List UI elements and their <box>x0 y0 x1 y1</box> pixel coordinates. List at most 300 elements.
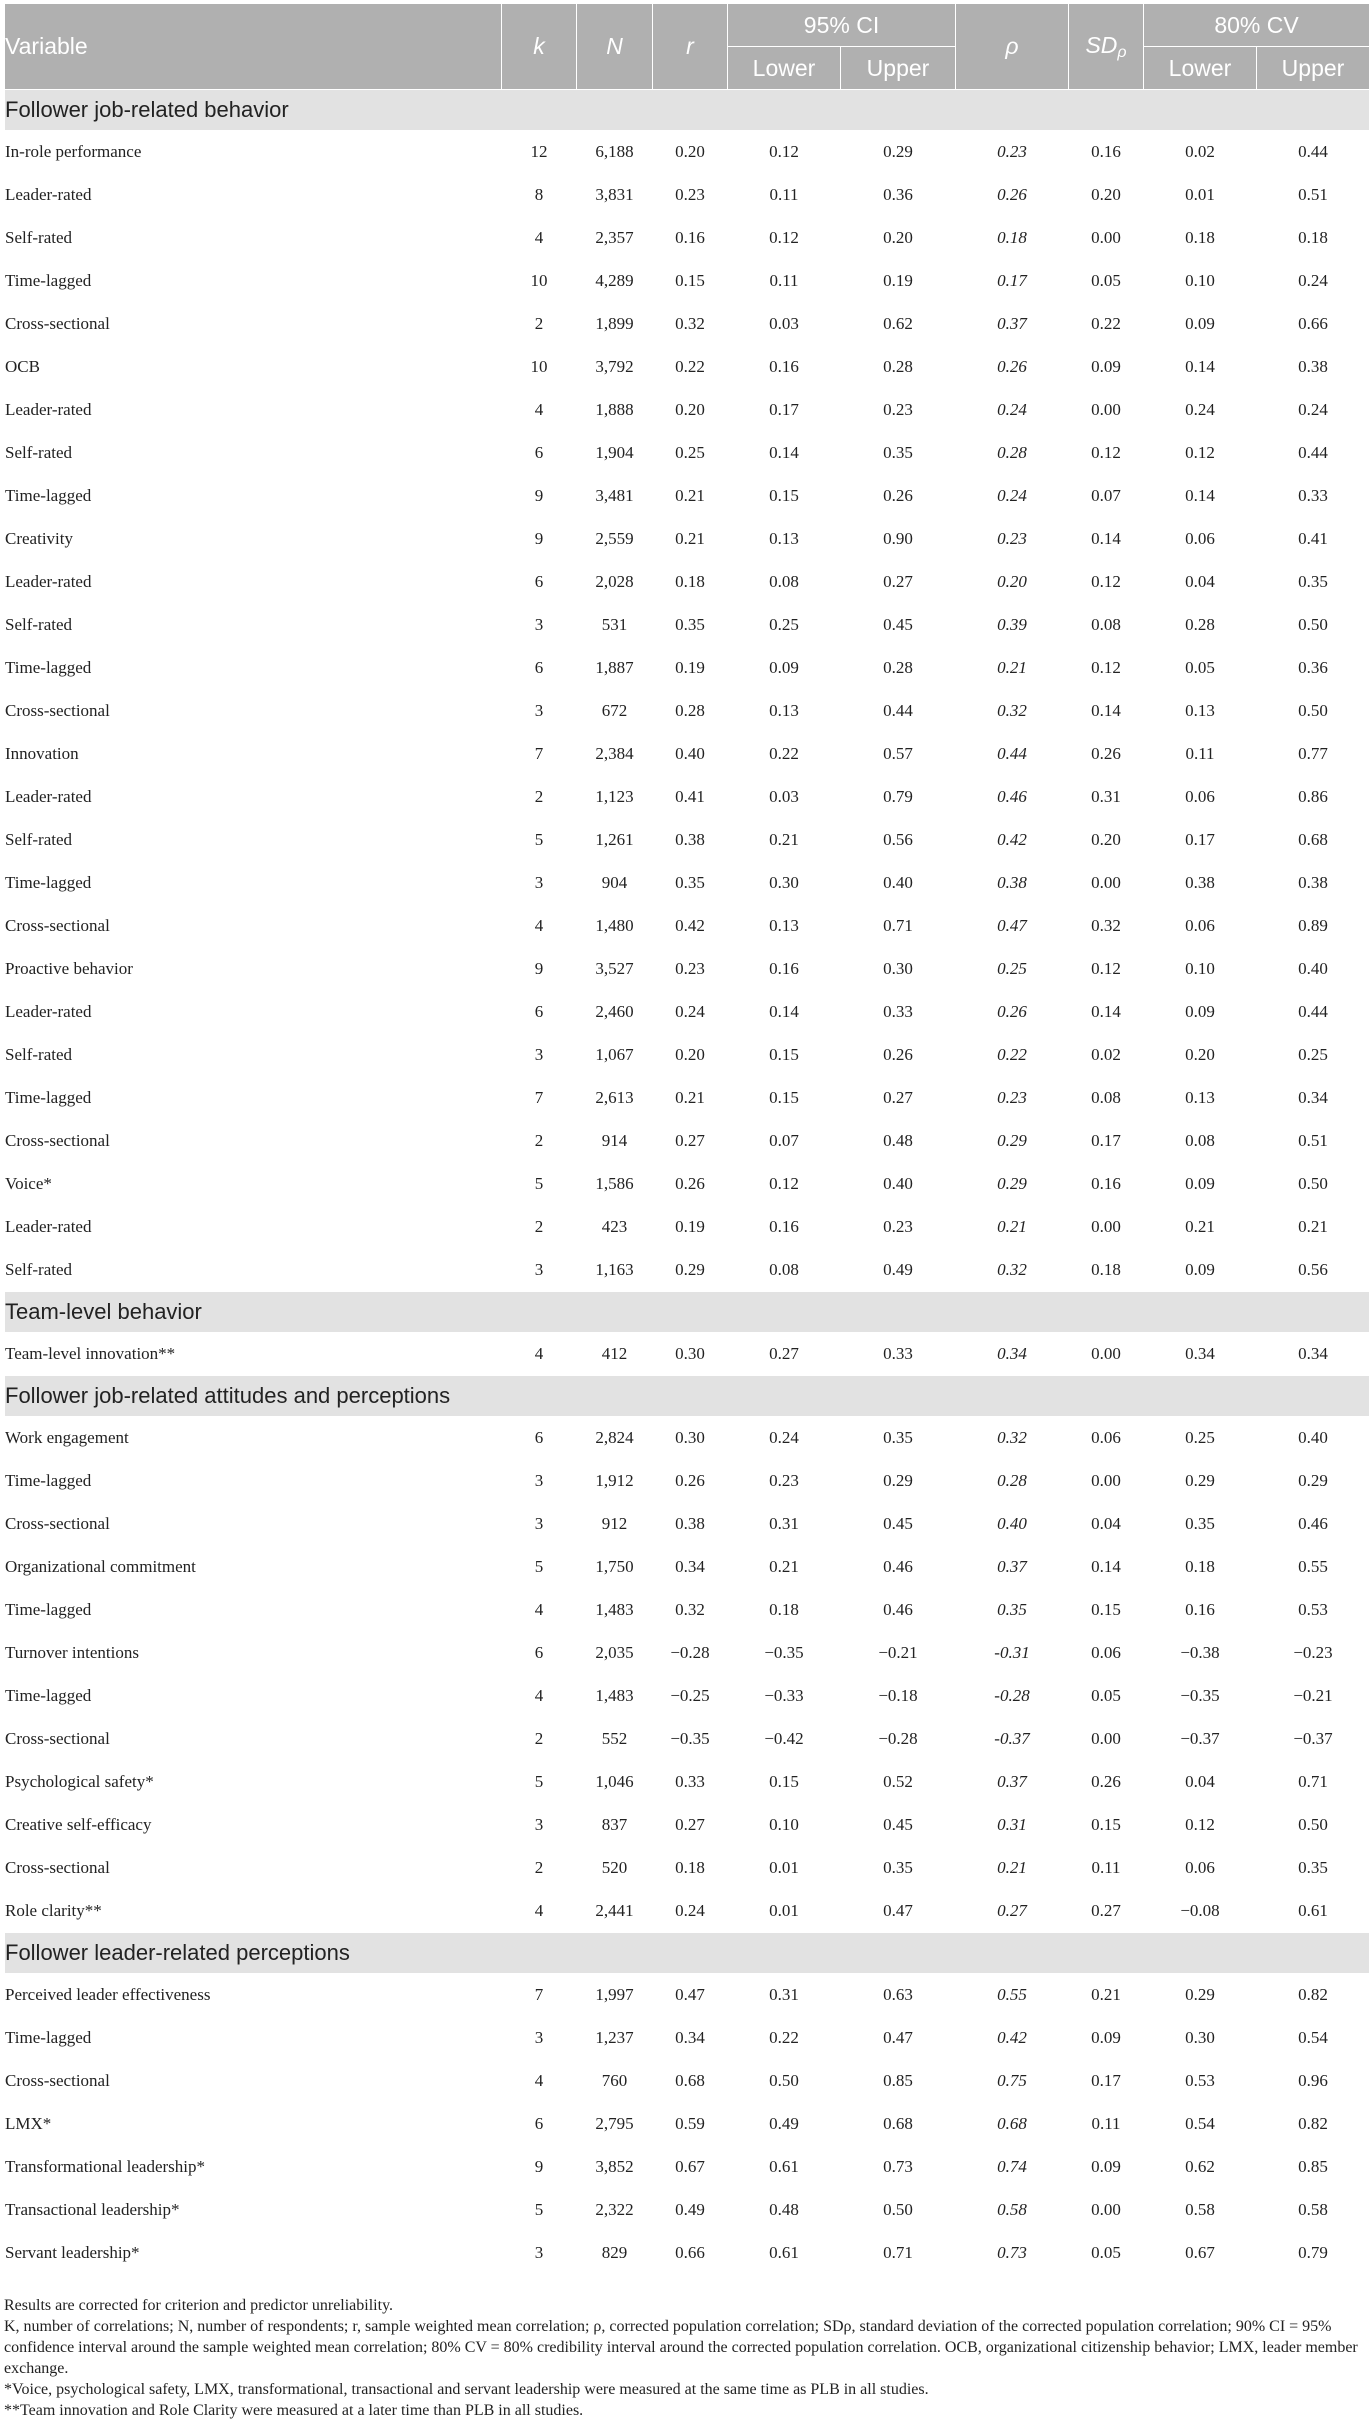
cell-rho: 0.38 <box>956 862 1069 905</box>
cell-sd: 0.11 <box>1069 1847 1144 1890</box>
cell-n: 552 <box>577 1718 653 1761</box>
variable-label: In-role performance <box>5 131 502 174</box>
cell-n: 1,123 <box>577 776 653 819</box>
cell-ci-lo: 0.23 <box>728 1460 841 1503</box>
cell-r: 0.29 <box>653 1249 728 1292</box>
cell-n: 912 <box>577 1503 653 1546</box>
cell-k: 3 <box>502 2232 577 2275</box>
cell-cv-hi: 0.82 <box>1257 2103 1370 2146</box>
cell-k: 3 <box>502 604 577 647</box>
header-sd-rho <box>1069 4 1144 90</box>
cell-cv-hi: 0.21 <box>1257 1206 1370 1249</box>
cell-k: 2 <box>502 1718 577 1761</box>
cell-sd: 0.00 <box>1069 389 1144 432</box>
cell-ci-lo: 0.22 <box>728 733 841 776</box>
cell-n: 3,481 <box>577 475 653 518</box>
cell-k: 9 <box>502 475 577 518</box>
cell-rho: 0.37 <box>956 1546 1069 1589</box>
cell-cv-lo: 0.09 <box>1144 1249 1257 1292</box>
cell-cv-hi: 0.51 <box>1257 1120 1370 1163</box>
cell-cv-lo: 0.06 <box>1144 776 1257 819</box>
cell-r: 0.68 <box>653 2060 728 2103</box>
table-row <box>5 518 1370 561</box>
cell-n: 6,188 <box>577 131 653 174</box>
subgroup-label: Time-lagged <box>5 2017 502 2060</box>
cell-ci-lo: 0.21 <box>728 819 841 862</box>
cell-cv-lo: 0.14 <box>1144 475 1257 518</box>
cell-ci-hi: 0.27 <box>841 561 956 604</box>
cell-cv-hi: 0.96 <box>1257 2060 1370 2103</box>
cell-k: 5 <box>502 1546 577 1589</box>
cell-r: −0.35 <box>653 1718 728 1761</box>
cell-k: 4 <box>502 217 577 260</box>
cell-rho: -0.28 <box>956 1675 1069 1718</box>
cell-r: 0.25 <box>653 432 728 475</box>
cell-k: 3 <box>502 2017 577 2060</box>
cell-cv-lo: 0.06 <box>1144 1847 1257 1890</box>
cell-ci-hi: 0.49 <box>841 1249 956 1292</box>
cell-k: 6 <box>502 991 577 1034</box>
cell-rho: 0.32 <box>956 690 1069 733</box>
section-row <box>5 1376 1370 1417</box>
table-row <box>5 1077 1370 1120</box>
cell-k: 4 <box>502 1675 577 1718</box>
subgroup-label: Cross-sectional <box>5 1718 502 1761</box>
cell-cv-lo: 0.29 <box>1144 1460 1257 1503</box>
cell-ci-lo: −0.33 <box>728 1675 841 1718</box>
cell-r: 0.38 <box>653 819 728 862</box>
header-variable: Variable <box>5 4 502 90</box>
cell-n: 1,586 <box>577 1163 653 1206</box>
cell-cv-hi: 0.51 <box>1257 174 1370 217</box>
cell-rho: 0.21 <box>956 1206 1069 1249</box>
cell-n: 1,912 <box>577 1460 653 1503</box>
variable-label: Creativity <box>5 518 502 561</box>
subgroup-label: Leader-rated <box>5 776 502 819</box>
cell-ci-lo: 0.16 <box>728 1206 841 1249</box>
cell-n: 2,613 <box>577 1077 653 1120</box>
variable-label: Proactive behavior <box>5 948 502 991</box>
cell-rho: 0.27 <box>956 1890 1069 1933</box>
cell-n: 1,237 <box>577 2017 653 2060</box>
cell-n: 914 <box>577 1120 653 1163</box>
table-notes <box>4 2295 1369 2421</box>
cell-cv-hi: 0.68 <box>1257 819 1370 862</box>
note-same-time: *Voice, psychological safety, LMX, transformational, transactional and servant leadership were measured at the same time as PLB in all studies. <box>4 2381 929 2398</box>
variable-label: Transformational leadership* <box>5 2146 502 2189</box>
cell-k: 12 <box>502 131 577 174</box>
cell-ci-hi: 0.29 <box>841 1460 956 1503</box>
cell-k: 9 <box>502 948 577 991</box>
cell-cv-lo: 0.12 <box>1144 432 1257 475</box>
cell-cv-hi: 0.38 <box>1257 346 1370 389</box>
cell-ci-hi: 0.23 <box>841 1206 956 1249</box>
cell-k: 9 <box>502 2146 577 2189</box>
table-row <box>5 2017 1370 2060</box>
cell-ci-hi: 0.57 <box>841 733 956 776</box>
table-row <box>5 647 1370 690</box>
table-row <box>5 1974 1370 2017</box>
cell-sd: 0.16 <box>1069 131 1144 174</box>
cell-sd: 0.05 <box>1069 1675 1144 1718</box>
cell-cv-hi: 0.50 <box>1257 604 1370 647</box>
cell-cv-hi: −0.37 <box>1257 1718 1370 1761</box>
cell-sd: 0.12 <box>1069 647 1144 690</box>
cell-cv-lo: 0.54 <box>1144 2103 1257 2146</box>
cell-cv-lo: 0.11 <box>1144 733 1257 776</box>
cell-n: 531 <box>577 604 653 647</box>
cell-k: 6 <box>502 1632 577 1675</box>
cell-rho: 0.22 <box>956 1034 1069 1077</box>
cell-cv-lo: −0.35 <box>1144 1675 1257 1718</box>
variable-label: Role clarity** <box>5 1890 502 1933</box>
cell-r: 0.19 <box>653 647 728 690</box>
cell-k: 10 <box>502 346 577 389</box>
cell-ci-lo: 0.08 <box>728 561 841 604</box>
cell-k: 4 <box>502 2060 577 2103</box>
cell-cv-hi: 0.53 <box>1257 1589 1370 1632</box>
section-row <box>5 90 1370 131</box>
cell-ci-hi: 0.48 <box>841 1120 956 1163</box>
header-sd-subscript: ρ <box>1117 43 1127 61</box>
cell-ci-lo: 0.49 <box>728 2103 841 2146</box>
cell-sd: 0.22 <box>1069 303 1144 346</box>
subgroup-label: Self-rated <box>5 432 502 475</box>
cell-ci-lo: 0.01 <box>728 1890 841 1933</box>
cell-rho: 0.28 <box>956 1460 1069 1503</box>
cell-sd: 0.00 <box>1069 1718 1144 1761</box>
cell-sd: 0.05 <box>1069 2232 1144 2275</box>
cell-r: 0.20 <box>653 1034 728 1077</box>
cell-n: 2,795 <box>577 2103 653 2146</box>
table-row <box>5 1890 1370 1933</box>
table-row <box>5 260 1370 303</box>
cell-rho: 0.75 <box>956 2060 1069 2103</box>
cell-cv-lo: 0.53 <box>1144 2060 1257 2103</box>
cell-ci-lo: 0.22 <box>728 2017 841 2060</box>
cell-cv-lo: 0.38 <box>1144 862 1257 905</box>
cell-ci-hi: 0.26 <box>841 1034 956 1077</box>
cell-rho: 0.35 <box>956 1589 1069 1632</box>
cell-sd: 0.00 <box>1069 1333 1144 1376</box>
cell-ci-lo: 0.31 <box>728 1974 841 2017</box>
cell-rho: 0.18 <box>956 217 1069 260</box>
variable-label: Perceived leader effectiveness <box>5 1974 502 2017</box>
cell-r: 0.35 <box>653 862 728 905</box>
cell-ci-hi: 0.56 <box>841 819 956 862</box>
cell-n: 1,904 <box>577 432 653 475</box>
cell-ci-lo: 0.24 <box>728 1417 841 1460</box>
cell-rho: 0.26 <box>956 991 1069 1034</box>
table-row <box>5 948 1370 991</box>
cell-cv-lo: 0.16 <box>1144 1589 1257 1632</box>
cell-cv-hi: 0.40 <box>1257 948 1370 991</box>
cell-r: 0.21 <box>653 518 728 561</box>
cell-n: 829 <box>577 2232 653 2275</box>
cell-cv-lo: −0.08 <box>1144 1890 1257 1933</box>
cell-k: 6 <box>502 2103 577 2146</box>
cell-n: 2,028 <box>577 561 653 604</box>
cell-r: 0.67 <box>653 2146 728 2189</box>
cell-n: 1,997 <box>577 1974 653 2017</box>
cell-n: 1,483 <box>577 1589 653 1632</box>
cell-r: 0.21 <box>653 1077 728 1120</box>
cell-rho: 0.24 <box>956 475 1069 518</box>
variable-label: Psychological safety* <box>5 1761 502 1804</box>
cell-sd: 0.08 <box>1069 1077 1144 1120</box>
table-row <box>5 475 1370 518</box>
cell-cv-hi: 0.61 <box>1257 1890 1370 1933</box>
cell-rho: 0.34 <box>956 1333 1069 1376</box>
table-row <box>5 819 1370 862</box>
cell-rho: -0.31 <box>956 1632 1069 1675</box>
cell-cv-hi: −0.23 <box>1257 1632 1370 1675</box>
cell-cv-hi: 0.29 <box>1257 1460 1370 1503</box>
cell-cv-hi: 0.55 <box>1257 1546 1370 1589</box>
table-row <box>5 905 1370 948</box>
cell-cv-lo: 0.17 <box>1144 819 1257 862</box>
cell-ci-hi: 0.36 <box>841 174 956 217</box>
note-correction: Results are corrected for criterion and predictor unreliability. <box>4 2297 394 2314</box>
cell-sd: 0.00 <box>1069 2189 1144 2232</box>
subgroup-label: Leader-rated <box>5 561 502 604</box>
table-row <box>5 1632 1370 1675</box>
cell-ci-hi: 0.71 <box>841 905 956 948</box>
cell-ci-hi: 0.28 <box>841 346 956 389</box>
cell-k: 6 <box>502 1417 577 1460</box>
cell-cv-lo: 0.34 <box>1144 1333 1257 1376</box>
subgroup-label: Cross-sectional <box>5 1847 502 1890</box>
cell-rho: 0.23 <box>956 518 1069 561</box>
cell-cv-hi: 0.34 <box>1257 1077 1370 1120</box>
cell-r: 0.38 <box>653 1503 728 1546</box>
cell-r: 0.47 <box>653 1974 728 2017</box>
cell-cv-lo: 0.09 <box>1144 303 1257 346</box>
cell-ci-lo: 0.15 <box>728 1034 841 1077</box>
cell-cv-hi: 0.82 <box>1257 1974 1370 2017</box>
table-row <box>5 1206 1370 1249</box>
table-row <box>5 389 1370 432</box>
cell-sd: 0.07 <box>1069 475 1144 518</box>
variable-label: Turnover intentions <box>5 1632 502 1675</box>
cell-ci-hi: −0.28 <box>841 1718 956 1761</box>
cell-ci-lo: 0.09 <box>728 647 841 690</box>
cell-k: 5 <box>502 2189 577 2232</box>
section-title: Follower job-related attitudes and perceptions <box>5 1376 1370 1417</box>
subgroup-label: Self-rated <box>5 217 502 260</box>
cell-cv-lo: 0.01 <box>1144 174 1257 217</box>
cell-sd: 0.17 <box>1069 1120 1144 1163</box>
subgroup-label: Time-lagged <box>5 260 502 303</box>
cell-k: 2 <box>502 303 577 346</box>
cell-ci-hi: 0.20 <box>841 217 956 260</box>
cell-r: 0.34 <box>653 1546 728 1589</box>
cell-cv-hi: 0.40 <box>1257 1417 1370 1460</box>
cell-k: 6 <box>502 561 577 604</box>
cell-ci-hi: 0.62 <box>841 303 956 346</box>
cell-sd: 0.14 <box>1069 690 1144 733</box>
cell-ci-lo: 0.61 <box>728 2232 841 2275</box>
cell-ci-hi: 0.90 <box>841 518 956 561</box>
cell-sd: 0.09 <box>1069 2017 1144 2060</box>
cell-n: 2,441 <box>577 1890 653 1933</box>
cell-cv-lo: 0.21 <box>1144 1206 1257 1249</box>
cell-ci-hi: 0.47 <box>841 2017 956 2060</box>
cell-r: 0.49 <box>653 2189 728 2232</box>
cell-rho: 0.25 <box>956 948 1069 991</box>
cell-ci-lo: 0.03 <box>728 776 841 819</box>
subgroup-label: Leader-rated <box>5 991 502 1034</box>
table-row <box>5 1249 1370 1292</box>
table-row <box>5 1675 1370 1718</box>
cell-cv-hi: 0.35 <box>1257 561 1370 604</box>
cell-ci-hi: 0.40 <box>841 862 956 905</box>
cell-r: 0.32 <box>653 1589 728 1632</box>
cell-ci-hi: 0.26 <box>841 475 956 518</box>
cell-rho: 0.42 <box>956 819 1069 862</box>
cell-r: 0.23 <box>653 948 728 991</box>
section-row <box>5 1933 1370 1974</box>
cell-n: 2,322 <box>577 2189 653 2232</box>
cell-cv-lo: 0.13 <box>1144 1077 1257 1120</box>
subgroup-label: Self-rated <box>5 819 502 862</box>
cell-ci-lo: 0.14 <box>728 991 841 1034</box>
cell-k: 4 <box>502 1890 577 1933</box>
cell-cv-hi: 0.18 <box>1257 217 1370 260</box>
header-ci-lower: Lower <box>728 47 841 90</box>
cell-ci-hi: 0.85 <box>841 2060 956 2103</box>
cell-r: 0.18 <box>653 561 728 604</box>
cell-ci-lo: 0.27 <box>728 1333 841 1376</box>
cell-r: 0.34 <box>653 2017 728 2060</box>
cell-n: 1,046 <box>577 1761 653 1804</box>
cell-cv-hi: 0.38 <box>1257 862 1370 905</box>
cell-n: 904 <box>577 862 653 905</box>
cell-ci-hi: 0.33 <box>841 1333 956 1376</box>
cell-sd: 0.18 <box>1069 1249 1144 1292</box>
cell-rho: 0.31 <box>956 1804 1069 1847</box>
table-row <box>5 131 1370 174</box>
cell-n: 1,899 <box>577 303 653 346</box>
table-row <box>5 862 1370 905</box>
note-later-time: **Team innovation and Role Clarity were measured at a later time than PLB in all studies. <box>4 2402 584 2419</box>
cell-r: 0.28 <box>653 690 728 733</box>
cell-n: 3,852 <box>577 2146 653 2189</box>
table-row <box>5 690 1370 733</box>
cell-ci-lo: 0.14 <box>728 432 841 475</box>
subgroup-label: Time-lagged <box>5 1460 502 1503</box>
cell-ci-lo: 0.16 <box>728 948 841 991</box>
cell-k: 3 <box>502 862 577 905</box>
cell-ci-hi: 0.35 <box>841 1417 956 1460</box>
cell-ci-lo: 0.50 <box>728 2060 841 2103</box>
table-row <box>5 346 1370 389</box>
subgroup-label: Cross-sectional <box>5 690 502 733</box>
cell-cv-lo: 0.02 <box>1144 131 1257 174</box>
cell-r: 0.15 <box>653 260 728 303</box>
cell-ci-lo: 0.30 <box>728 862 841 905</box>
cell-ci-hi: 0.40 <box>841 1163 956 1206</box>
cell-k: 3 <box>502 1249 577 1292</box>
cell-cv-lo: 0.12 <box>1144 1804 1257 1847</box>
header-ci-upper: Upper <box>841 47 956 90</box>
cell-cv-lo: 0.09 <box>1144 991 1257 1034</box>
cell-rho: 0.26 <box>956 174 1069 217</box>
subgroup-label: Cross-sectional <box>5 905 502 948</box>
cell-ci-hi: 0.47 <box>841 1890 956 1933</box>
table-row <box>5 2146 1370 2189</box>
cell-ci-lo: 0.11 <box>728 174 841 217</box>
cell-cv-lo: 0.06 <box>1144 905 1257 948</box>
table-row <box>5 1034 1370 1077</box>
cell-r: 0.26 <box>653 1163 728 1206</box>
table-row <box>5 604 1370 647</box>
cell-sd: 0.15 <box>1069 1589 1144 1632</box>
cell-sd: 0.32 <box>1069 905 1144 948</box>
cell-cv-hi: 0.46 <box>1257 1503 1370 1546</box>
table-row <box>5 1847 1370 1890</box>
cell-cv-lo: 0.04 <box>1144 561 1257 604</box>
section-row <box>5 1292 1370 1333</box>
cell-sd: 0.06 <box>1069 1632 1144 1675</box>
variable-label: Creative self-efficacy <box>5 1804 502 1847</box>
table-row <box>5 991 1370 1034</box>
cell-cv-hi: 0.50 <box>1257 690 1370 733</box>
cell-rho: 0.23 <box>956 131 1069 174</box>
section-title: Follower job-related behavior <box>5 90 1370 131</box>
cell-cv-lo: 0.13 <box>1144 690 1257 733</box>
cell-ci-hi: 0.79 <box>841 776 956 819</box>
header-cv-lower: Lower <box>1144 47 1257 90</box>
cell-rho: 0.28 <box>956 432 1069 475</box>
table-row <box>5 733 1370 776</box>
cell-n: 2,460 <box>577 991 653 1034</box>
variable-label: Organizational commitment <box>5 1546 502 1589</box>
cell-k: 8 <box>502 174 577 217</box>
cell-ci-hi: 0.46 <box>841 1589 956 1632</box>
cell-ci-hi: 0.46 <box>841 1546 956 1589</box>
cell-n: 2,035 <box>577 1632 653 1675</box>
cell-r: 0.40 <box>653 733 728 776</box>
cell-ci-lo: 0.01 <box>728 1847 841 1890</box>
cell-r: 0.24 <box>653 991 728 1034</box>
cell-n: 2,824 <box>577 1417 653 1460</box>
cell-rho: 0.46 <box>956 776 1069 819</box>
header-k: k <box>502 4 577 90</box>
cell-cv-hi: 0.58 <box>1257 2189 1370 2232</box>
subgroup-label: Cross-sectional <box>5 303 502 346</box>
cell-r: 0.35 <box>653 604 728 647</box>
table-row <box>5 1804 1370 1847</box>
cell-cv-hi: 0.44 <box>1257 991 1370 1034</box>
cell-rho: 0.37 <box>956 1761 1069 1804</box>
cell-r: 0.26 <box>653 1460 728 1503</box>
cell-rho: 0.44 <box>956 733 1069 776</box>
cell-k: 7 <box>502 733 577 776</box>
cell-ci-hi: −0.18 <box>841 1675 956 1718</box>
cell-n: 1,888 <box>577 389 653 432</box>
cell-sd: 0.09 <box>1069 346 1144 389</box>
table-row <box>5 1333 1370 1376</box>
cell-ci-hi: 0.45 <box>841 1503 956 1546</box>
cell-rho: 0.32 <box>956 1249 1069 1292</box>
cell-sd: 0.14 <box>1069 1546 1144 1589</box>
cell-sd: 0.31 <box>1069 776 1144 819</box>
cell-rho: 0.29 <box>956 1120 1069 1163</box>
cell-n: 4,289 <box>577 260 653 303</box>
cell-r: 0.18 <box>653 1847 728 1890</box>
subgroup-label: Time-lagged <box>5 475 502 518</box>
